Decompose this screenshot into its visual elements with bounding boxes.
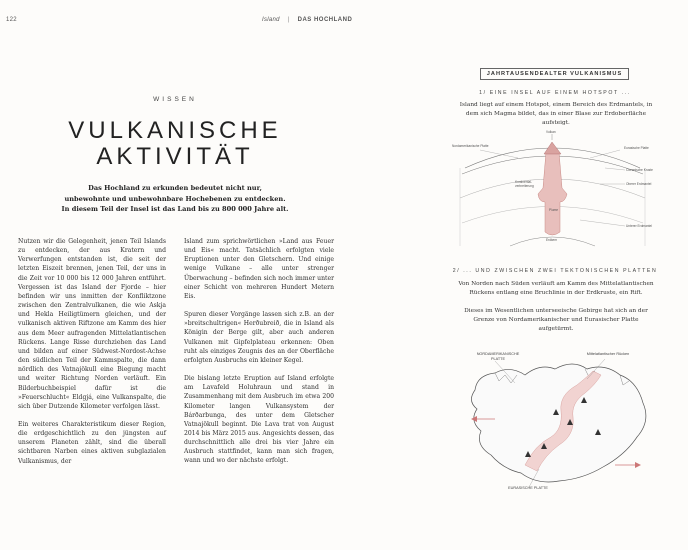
page-number: 122 xyxy=(6,17,17,23)
lead-line: unbewohnte und unbewohnbare Hochebenen zu entdecken. xyxy=(64,194,286,203)
sidebar-box-title: JAHRTAUSENDEALTER VULKANISMUS xyxy=(480,68,629,80)
running-head-chapter: DAS HOCHLAND xyxy=(297,17,353,23)
diagram-label-lower-mantle: Unterer Erdmantel xyxy=(626,224,653,228)
diagram-label-core: Erdkern xyxy=(546,238,558,242)
lead-line: Das Hochland zu erkunden bedeutet nicht nur, xyxy=(88,184,262,192)
map-label-na-plate: NORDAMERIKANISCHE PLATTE xyxy=(476,352,520,361)
diagram-label-upper-mantle: Oberer Erdmantel xyxy=(626,182,652,186)
map-label-eu-plate: EURASISCHE PLATTE xyxy=(508,486,548,490)
diagram-label-oceanic-crust: Ozeanische Kruste xyxy=(626,168,653,172)
body-paragraph: Nutzen wir die Gelegenheit, jenen Teil Islands zu entdecken, der aus Kratern und Verwerfungen entstanden ist, die seit der letzten Eiszeit brennen, jenen Teil, der uns in die Zeit vor 10 000 bis 12 000 Jahren entführt. Vergessen ist das Island der Fjorde – hier befinden wir uns inmitten der Konfliktzone zwischen den Zentralvulkanen, die wie Askja und Hekla Heiligtümern gleichen, und der vulkanisch aktiven Riftzone am Kamm des hier aus dem Meer aufragenden Mittelatlantischen Rückens. Lange Risse durchziehen das Land und bilden auf einer Südwest-Nordost-Achse den südlichen Teil der Kammspalte, die dann nördlich des Vatnajökull eine Biegung macht und weiter Richtung Norden verläuft. Ein Bilderbuchbeispiel dafür ist die »Feuerschlucht« Eldgjá, eine Vulkanspalte, die sich über Dutzende Kilometer verfolgen lässt. xyxy=(18,238,166,410)
plates-text-1: Von Norden nach Süden verläuft am Kamm des Mittelatlantischen Rückens entlang eine Bruchlinie in der Erdkruste, ein Rift. xyxy=(458,281,654,296)
map-label-ridge: Mittelatlantischer Rücken xyxy=(586,352,630,356)
subhead-hotspot: 1/ EINE INSEL AUF EINEM HOTSPOT ... xyxy=(479,90,631,96)
body-paragraph: Die bislang letzte Eruption auf Island erfolgte am Lavafeld Holuhraun und stand in Zusammenhang mit dem Ausbruch im etwa 200 Kilometer langen Vulkansystem der Bárðarbunga, des unter dem Gletscher Vatnajökull beginnt. Die Lava trat von August 2014 bis März 2015 aus. Angesichts dessen, das durchschnittlich alle drei bis vier Jahre ein Ausbruch stattfindet, kann man sich fragen, wann und wo der nächste erfolgt. xyxy=(184,375,334,465)
diagram-label-na-plate: Nordamerikanische Platte xyxy=(452,144,489,148)
page-title xyxy=(30,118,320,170)
running-head-section: Island xyxy=(262,17,280,23)
plates-text-2: Dieses im Wesentlichen unterseeische Gebirge hat sich an der Grenze von Nordamerikanischer und Eurasischer Platte aufgetürmt. xyxy=(464,308,648,332)
body-paragraph: Island zum sprichwörtlichen »Land aus Feuer und Eis« macht. Tatsächlich erfolgten viele Eruptionen unter den Gletschern. Und einige wenige Vulkane – alle unter strenger Überwachung – befinden sich noch immer unter einer Schicht von mehreren Hundert Metern Eis. xyxy=(184,238,334,300)
running-head-divider: | xyxy=(287,17,290,23)
running-head xyxy=(262,17,372,23)
subhead-plates: 2/ ... UND ZWISCHEN ZWEI TEKTONISCHEN PLATTEN xyxy=(452,268,658,274)
iceland-outline xyxy=(471,364,645,482)
body-paragraph: Ein weiteres Charakteristikum dieser Region, die erdgeschichtlich zu den jüngsten auf unserem Planeten zählt, sind die überall sichtbaren Narben eines aktiven subglazialen Vulkanismus, der xyxy=(18,420,166,465)
lead-line: In diesem Teil der Insel ist das Land bis zu 800 000 Jahre alt. xyxy=(61,205,289,213)
title-line-1: VULKANISCHE xyxy=(68,117,282,144)
diagram-label-volcano: Vulkan xyxy=(546,130,556,134)
diagram-label-eu-plate: Eurasische Platte xyxy=(624,146,649,150)
iceland-map xyxy=(455,345,655,495)
magma-plume xyxy=(538,152,567,235)
title-line-2: AKTIVITÄT xyxy=(96,143,254,170)
body-column-1 xyxy=(18,237,166,475)
body-paragraph: Spuren dieser Vorgänge lassen sich z.B. an der »breitschultrigen« Herðubreið, die in Island als Königin der Berge gilt, aber auch anderen Vulkanen mit Gipfelplateau erkennen: Oben ruht als einziges Zeugnis des an der Oberfläche erfolgten Ausbruchs ein kleiner Kegel. xyxy=(184,311,334,364)
lead-paragraph xyxy=(60,183,290,215)
hotspot-text: Island liegt auf einem Hotspot, einem Bereich des Erdmantels, in dem sich Magma bildet, das in einer Blase zur Erdoberfläche aufsteigt. xyxy=(459,102,653,126)
kicker: WISSEN xyxy=(153,96,197,103)
diagram-label-plume: Plume xyxy=(549,208,559,212)
diagram-label-continental: Kontinental-verbreiterung xyxy=(515,180,534,188)
body-column-2 xyxy=(184,237,334,475)
